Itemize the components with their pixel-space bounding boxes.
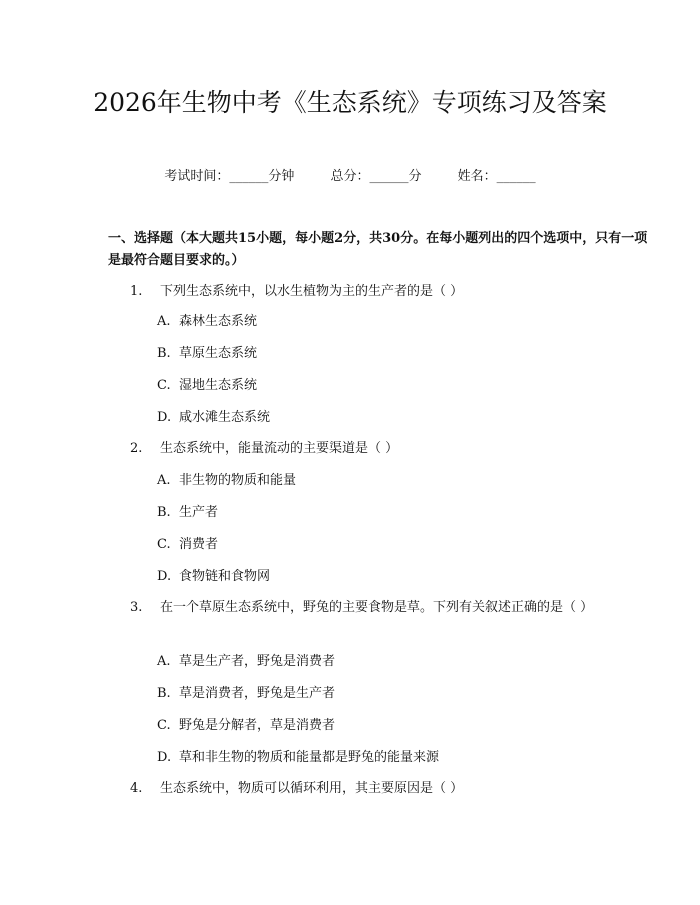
option-text: 咸水滩生态系统 — [179, 410, 271, 425]
option-item — [157, 409, 270, 427]
option-letter: B. — [157, 346, 171, 361]
option-letter: B. — [157, 505, 171, 520]
option-text: 消费者 — [179, 537, 219, 552]
section-heading: 一、选择题（本大题共15小题，每小题2分，共30分。在每小题列出的四个选项中，只有一项是最符合题目要求的。） — [108, 231, 648, 268]
option-item — [157, 472, 296, 490]
option-text: 湿地生态系统 — [179, 378, 258, 393]
option-item — [157, 313, 257, 331]
question-4 — [108, 778, 628, 800]
question-number: 4. — [130, 781, 143, 796]
total-score-field: 总分：______分 — [330, 169, 422, 184]
question-number: 1. — [130, 284, 143, 299]
option-item — [157, 345, 257, 363]
option-letter: A. — [157, 314, 171, 329]
option-text: 草原生态系统 — [179, 346, 258, 361]
option-text: 草是消费者，野兔是生产者 — [179, 686, 336, 701]
exam-time-field: 考试时间：______分钟 — [164, 169, 295, 184]
question-text: 生态系统中，能量流动的主要渠道是（ ） — [160, 441, 399, 456]
option-letter: B. — [157, 686, 171, 701]
option-item — [157, 568, 270, 586]
exam-info-line — [0, 168, 700, 186]
option-text: 非生物的物质和能量 — [179, 473, 297, 488]
question-text: 下列生态系统中，以水生植物为主的生产者的是（ ） — [160, 284, 464, 299]
page-title: 2026年生物中考《生态系统》专项练习及答案 — [93, 88, 607, 117]
question-number: 3. — [130, 600, 143, 615]
option-letter: C. — [157, 718, 171, 733]
question-3 — [108, 597, 628, 619]
option-letter: D. — [157, 750, 172, 765]
option-item — [157, 717, 335, 735]
option-letter: A. — [157, 654, 171, 669]
question-1 — [108, 281, 628, 303]
option-text: 森林生态系统 — [179, 314, 258, 329]
option-item — [157, 749, 439, 767]
question-number: 2. — [130, 441, 143, 456]
option-letter: C. — [157, 537, 171, 552]
option-item — [157, 504, 218, 522]
option-text: 野兔是分解者，草是消费者 — [179, 718, 336, 733]
option-letter: C. — [157, 378, 171, 393]
option-text: 草是生产者，野兔是消费者 — [179, 654, 336, 669]
option-item — [157, 377, 257, 395]
option-item — [157, 536, 218, 554]
question-2 — [108, 438, 628, 460]
option-letter: D. — [157, 569, 172, 584]
option-item — [157, 685, 335, 703]
option-letter: D. — [157, 410, 172, 425]
question-text: 在一个草原生态系统中，野兔的主要食物是草。下列有关叙述正确的是（ ） — [160, 600, 594, 615]
student-name-field: 姓名：______ — [457, 169, 536, 184]
question-text: 生态系统中，物质可以循环利用，其主要原因是（ ） — [160, 781, 464, 796]
option-text: 生产者 — [179, 505, 219, 520]
option-letter: A. — [157, 473, 171, 488]
option-text: 食物链和食物网 — [179, 569, 271, 584]
option-text: 草和非生物的物质和能量都是野兔的能量来源 — [179, 750, 440, 765]
option-item — [157, 653, 335, 671]
